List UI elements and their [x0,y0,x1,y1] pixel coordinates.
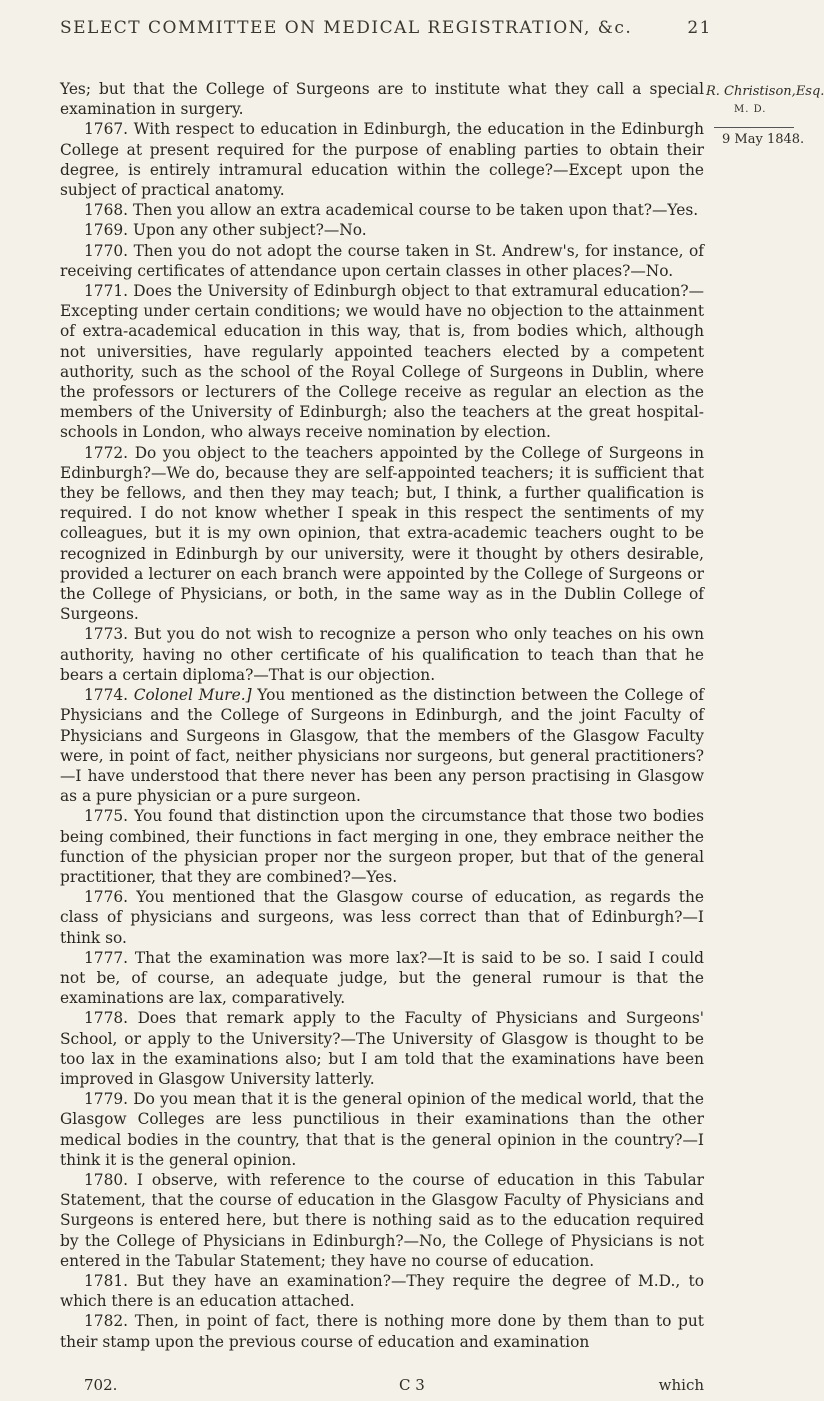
testimony-paragraph [60,1311,704,1351]
paragraph-text: Then you allow an extra academical course to be taken upon that?—Yes. [132,201,699,220]
paragraph-text: You mentioned that the Glasgow course of education, as regards the class of physicians and surgeons, was less correct than that of Edinburgh?—I think so. [60,888,704,947]
page-number: 21 [687,18,712,38]
testimony-paragraph [60,200,704,220]
question-number: 1768. [84,201,129,220]
question-number: 1775. [84,807,129,826]
question-number: 1770. [84,241,129,260]
paragraph-text: Do you object to the teachers appointed by the College of Surgeons in Edinburgh?—We do, because they are self-appointed teachers; it is sufficient that they be fellows, and then they may teach; but, I think, a further qualification is required. I do not know whether I speak in this respect the sentiments of my colleagues, but it is my own opinion, that extra-academic teachers ought to be recognized in Edinburgh by our university, were it thought by others desirable, provided a lecturer on each branch were appointed by the College of Surgeons or the College of Physicians, or both, in the same way as in the Dublin College of Surgeons. [60,443,704,624]
paragraph-text: Upon any other subject?—No. [132,221,367,240]
running-title: SELECT COMMITTEE ON MEDICAL REGISTRATION, &c. [60,18,633,38]
testimony-paragraph [60,887,704,948]
running-header [60,18,710,38]
testimony-paragraph [60,624,704,685]
paragraph-text: Does the University of Edinburgh object to that extramural education?—Excepting under certain conditions; we would have no objection to the attainment of extra-academical education in this way, that is, from bodies which, although not universities, have regularly appointed teachers elected by a competent authority, such as the school of the Royal College of Surgeons in Dublin, where the professors or lecturers of the College receive as regular an election as the members of the University of Edinburgh; also the teachers at the great hospital-schools in London, who always receive nomination by election. [60,282,704,442]
paragraph-text: That the examination was more lax?—It is said to be so. I said I could not be, of course, an adequate judge, but the general rumour is that the examinations are lax, comparatively. [60,948,704,1008]
testimony-paragraph [60,1089,704,1170]
signature-mark: C 3 [399,1376,425,1394]
testimony-body [60,79,704,1352]
question-number: 1777. [84,948,129,967]
witness-title: Esq. [795,84,824,99]
question-number: 1767. [84,120,129,139]
speaker-name: Colonel Mure.] [133,686,252,705]
question-number: 1780. [84,1170,129,1189]
question-number: 1776. [84,888,129,907]
question-number: 1779. [84,1090,129,1109]
paragraph-text: I observe, with reference to the course of education in this Tabular Statement, that the course of education in the Glasgow Faculty of Physicians and Surgeons is entered here, but there is nothing said as to the education required by the College of Physicians in Edinburgh?—No, the College of Physicians is not entered in the Tabular Statement; they have no course of education. [60,1170,704,1270]
paragraph-text: You mentioned as the distinction between the College of Physicians and the College of Surgeons in Edinburgh, and the joint Faculty of Physicians and Surgeons in Glasgow, that the members of the Glasgow Faculty were, in point of fact, neither physicians nor surgeons, but general practitioners?—I have understood that there never has been any person practising in Glasgow as a pure physician or a pure surgeon. [60,686,704,806]
testimony-paragraph [60,685,704,806]
paragraph-text: Yes; but that the College of Surgeons are to institute what they call a special examination in surgery. [60,80,704,119]
question-number: 1781. [84,1271,129,1290]
paragraph-text: You found that distinction upon the circumstance that those two bodies being combined, their functions in fact merging in one, they embrace neither the function of the physician proper nor the surgeon proper, but that of the general practitioner, that they are combined?—Yes. [60,807,704,886]
question-number: 1771. [84,282,129,301]
testimony-paragraph [60,1170,704,1271]
catchword: which [658,1376,704,1394]
testimony-paragraph [60,948,704,1009]
question-number: 1778. [84,1009,129,1028]
margin-note [706,84,824,148]
witness-line [706,84,824,100]
witness-degree: M. D. [734,104,767,115]
print-number: 702. [84,1376,118,1394]
testimony-paragraph [60,281,704,443]
paragraph-text: Then you do not adopt the course taken in St. Andrew's, for instance, of receiving certificates of attendance upon certain classes in other places?—No. [60,241,704,280]
paragraph-text: With respect to education in Edinburgh, the education in the Edinburgh College at present required for the purpose of enabling parties to obtain their degree, is entirely intramural education within the college?—Except upon the subject of practical anatomy. [60,120,704,200]
margin-rule [714,127,794,128]
question-number: 1782. [84,1312,129,1331]
testimony-paragraph [60,1008,704,1089]
paragraph-text: Does that remark apply to the Faculty of Physicians and Surgeons' School, or apply to the University?—The University of Glasgow is thought to be too lax in the examinations also; but I am told that the examinations have been improved in Glasgow University latterly. [60,1009,704,1088]
testimony-paragraph [60,443,704,625]
testimony-paragraph [60,1271,704,1311]
paragraph-text: Do you mean that it is the general opinion of the medical world, that the Glasgow Colleges are less punctilious in their examinations than the other medical bodies in the country, that that is the general opinion in the country?—I think it is the general opinion. [60,1090,704,1169]
page-footer [84,1376,704,1394]
testimony-date: 9 May 1848. [722,132,805,147]
paragraph-text: Then, in point of fact, there is nothing more done by them than to put their stamp upon the previous course of education and examination [60,1312,704,1351]
testimony-paragraph [60,220,704,240]
paragraph-text: But they have an examination?—They require the degree of M.D., to which there is an education attached. [60,1271,704,1311]
question-number: 1772. [84,443,129,462]
testimony-paragraph [60,806,704,887]
testimony-paragraph [60,119,704,200]
testimony-paragraph [60,241,704,281]
question-number: 1773. [84,625,129,644]
question-number: 1769. [84,221,129,240]
question-number: 1774. [84,686,129,705]
witness-name: R. Christison, [706,84,796,99]
paragraph-text: But you do not wish to recognize a person who only teaches on his own authority, having no other certificate of his qualification to teach than that he bears a certain diploma?—That is our objection. [60,625,704,684]
testimony-paragraph [60,79,704,119]
